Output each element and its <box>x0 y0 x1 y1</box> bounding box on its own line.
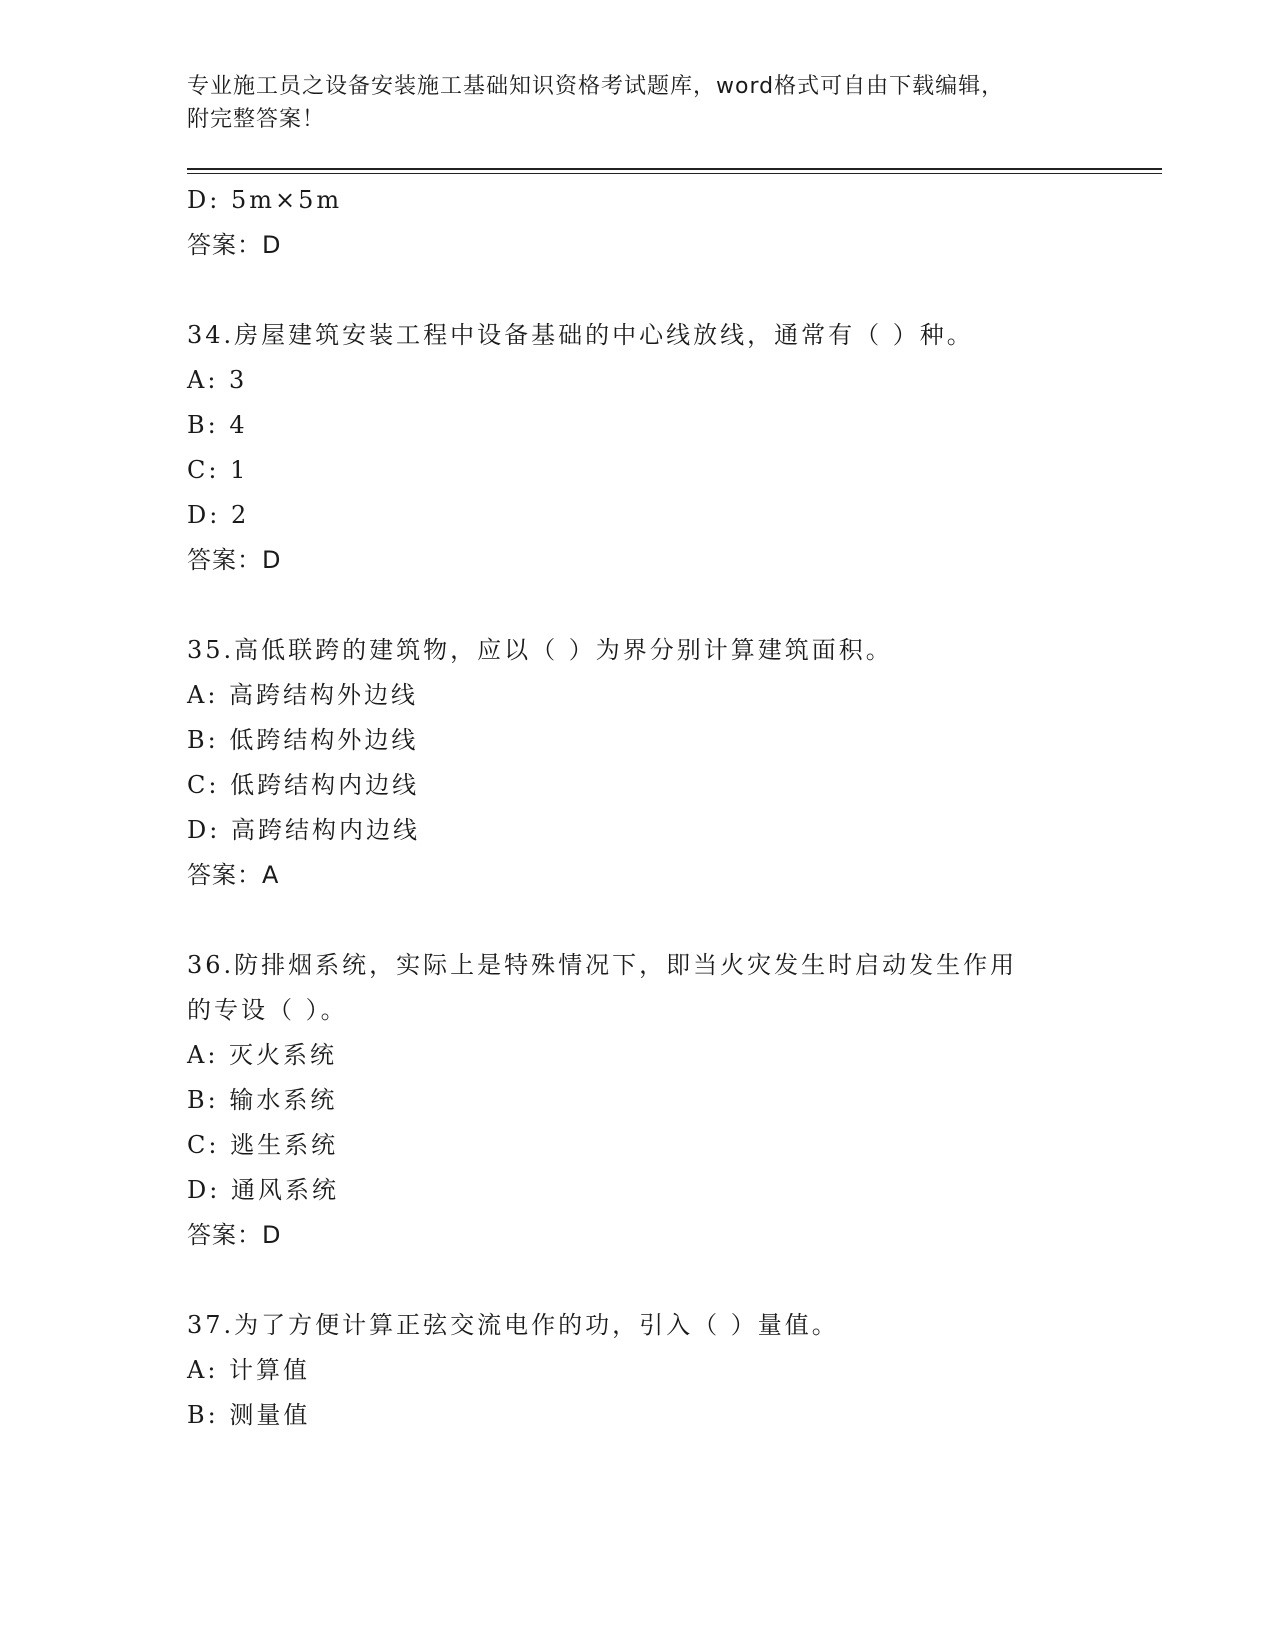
question-text: 34.房屋建筑安装工程中设备基础的中心线放线，通常有（ ）种。 <box>187 321 974 349</box>
header-divider <box>187 168 1162 174</box>
question-35 <box>187 628 1162 898</box>
option-b: B: 4 <box>187 411 248 439</box>
spacer <box>187 1258 1162 1303</box>
question-36 <box>187 943 1162 1258</box>
question-37 <box>187 1303 1162 1438</box>
answer: 答案：A <box>187 861 280 889</box>
option-c: C: 低跨结构内边线 <box>187 771 420 799</box>
option-a: A: 灭火系统 <box>187 1041 338 1069</box>
question-text: 37.为了方便计算正弦交流电作的功，引入（ ）量值。 <box>187 1311 839 1339</box>
answer: 答案：D <box>187 546 282 574</box>
option-b: B: 输水系统 <box>187 1086 338 1114</box>
question-text-line-2: 的专设（ ）。 <box>187 996 348 1024</box>
option-c: C: 逃生系统 <box>187 1131 339 1159</box>
question-text: 35.高低联跨的建筑物，应以（ ）为界分别计算建筑面积。 <box>187 636 893 664</box>
option-a: A: 计算值 <box>187 1356 311 1384</box>
document-page <box>187 70 1162 1438</box>
option-b: B: 测量值 <box>187 1401 311 1429</box>
header-line-1: 专业施工员之设备安装施工基础知识资格考试题库，word格式可自由下载编辑， <box>187 74 1005 99</box>
question-text-line-1: 36.防排烟系统，实际上是特殊情况下，即当火灾发生时启动发生作用 <box>187 951 1018 979</box>
previous-question-tail <box>187 178 1162 268</box>
answer: 答案：D <box>187 1221 282 1249</box>
option-a: A: 高跨结构外边线 <box>187 681 419 709</box>
option-d: D: 高跨结构内边线 <box>187 816 420 844</box>
option-a: A: 3 <box>187 366 248 394</box>
spacer <box>187 268 1162 313</box>
question-34 <box>187 313 1162 583</box>
option-d: D: 2 <box>187 501 250 529</box>
option-d: D: 5m×5m <box>187 186 343 214</box>
option-c: C: 1 <box>187 456 249 484</box>
spacer <box>187 583 1162 628</box>
answer: 答案：D <box>187 231 282 259</box>
option-d: D: 通风系统 <box>187 1176 339 1204</box>
spacer <box>187 898 1162 943</box>
option-b: B: 低跨结构外边线 <box>187 726 419 754</box>
header-line-2: 附完整答案！ <box>187 107 326 132</box>
